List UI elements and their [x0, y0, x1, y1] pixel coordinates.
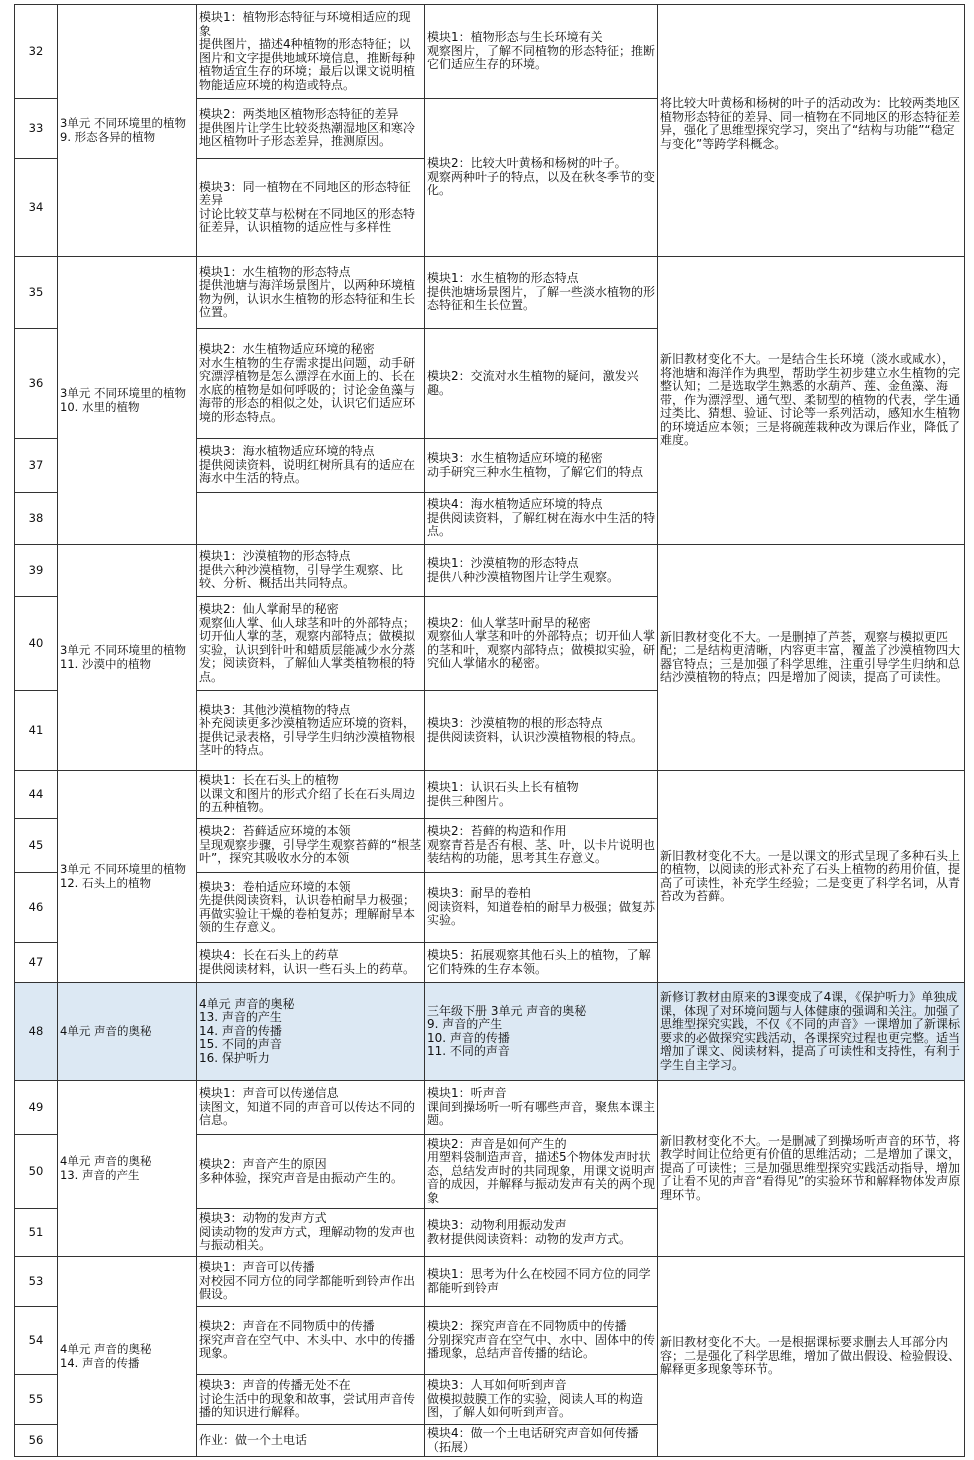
old-textbook-cell: 模块5：拓展观察其他石头上的植物，了解它们特殊的生存本领。: [425, 943, 658, 983]
row-number: 56: [15, 1425, 58, 1457]
old-textbook-cell: 模块1：思考为什么在校园不同方位的同学都能听到铃声: [425, 1257, 658, 1307]
new-textbook-cell: 4单元 声音的奥秘 13. 声音的产生 14. 声音的传播 15. 不同的声音 16. 保护听力: [197, 983, 425, 1081]
new-textbook-cell: 模块2：水生植物适应环境的秘密 对水生植物的生存需求提出问题，动手研究漂浮植物是怎么漂浮在水面上的、长在水底的植物是如何呼吸的；讨论金鱼藻与海带的形态的相似之处，认识它们适应环境的形态特点。: [197, 329, 425, 439]
row-number: 46: [15, 873, 58, 943]
old-textbook-cell: 模块2：苔藓的构造和作用 观察青苔是否有根、茎、叶，以卡片说明也装结构的功能，思考其生存意义。: [425, 819, 658, 873]
new-textbook-cell: 模块2：声音在不同物质中的传播 探究声音在空气中、木头中、水中的传播现象。: [197, 1307, 425, 1375]
old-textbook-cell: 模块2：交流对水生植物的疑问，激发兴趣。: [425, 329, 658, 439]
new-textbook-cell: 模块2：两类地区植物形态特征的差异 提供图片让学生比较炎热潮湿地区和寒冷地区植物叶子形态差异，推测原因。: [197, 99, 425, 159]
row-number: 41: [15, 691, 58, 771]
new-textbook-cell: 模块1：植物形态特征与环境相适应的现象 提供图片，描述4种植物的形态特征；以图片和文字提供地域环境信息，推断每种植物适宜生存的环境；最后以课文说明植物能适应环境的构造或特点。: [197, 5, 425, 99]
new-textbook-cell: 模块3：同一植物在不同地区的形态特征差异 讨论比较艾草与松树在不同地区的形态特征差异，认识植物的适应性与多样性: [197, 159, 425, 257]
row-number: 38: [15, 493, 58, 545]
row-number: 33: [15, 99, 58, 159]
row-number: 35: [15, 257, 58, 329]
old-textbook-cell: 模块1：认识石头上长有植物 提供三种图片。: [425, 771, 658, 819]
old-textbook-cell: 模块2：声音是如何产生的 用塑料袋制造声音，描述5个物体发声时状态，总结发声时的共同现象，用课文说明声音的成因，并解释与振动发声有关的两个现象: [425, 1135, 658, 1209]
new-textbook-cell: 模块3：其他沙漠植物的特点 补充阅读更多沙漠植物适应环境的资料，提供记录表格，引导学生归纳沙漠植物根茎叶的特点。: [197, 691, 425, 771]
old-textbook-cell: 模块2：比较大叶黄杨和杨树的叶子。 观察两种叶子的特点，以及在秋冬季节的变化。: [425, 99, 658, 257]
row-number: 36: [15, 329, 58, 439]
new-textbook-cell: 模块1：声音可以传播 对校园不同方位的同学都能听到铃声作出假设。: [197, 1257, 425, 1307]
new-textbook-cell: 模块1：声音可以传递信息 读图文，知道不同的声音可以传达不同的信息。: [197, 1081, 425, 1135]
new-textbook-cell: 模块3：声音的传播无处不在 讨论生活中的现象和故事，尝试用声音传播的知识进行解释。: [197, 1375, 425, 1425]
row-number: 32: [15, 5, 58, 99]
row-number: 40: [15, 597, 58, 691]
old-textbook-cell: 模块4：做一个土电话研究声音如何传播（拓展）: [425, 1425, 658, 1457]
new-textbook-cell: 模块1：水生植物的形态特点 提供池塘与海洋场景图片，以两种环境植物为例，认识水生植物的形态特征和生长位置。: [197, 257, 425, 329]
table-row-highlighted: [15, 983, 965, 1081]
unit-cell: 3单元 不同环境里的植物 9. 形态各异的植物: [58, 5, 197, 257]
unit-cell: 3单元 不同环境里的植物 10. 水里的植物: [58, 257, 197, 545]
old-textbook-cell: 模块3：沙漠植物的根的形态特点 提供阅读资料，认识沙漠植物根的特点。: [425, 691, 658, 771]
old-textbook-cell: 模块4：海水植物适应环境的特点 提供阅读资料，了解红树在海水中生活的特点。: [425, 493, 658, 545]
change-note-cell: 新旧教材变化不大。一是删减了到操场听声音的环节，将教学时间让位给更有价值的思维活动；二是增加了课文，提高了可读性；三是加强思维型探究实践活动指导，增加了让看不见的声音“看得见”的实验环节和解释物体发声原理环节。: [658, 1081, 965, 1257]
row-number: 34: [15, 159, 58, 257]
row-number: 37: [15, 439, 58, 493]
unit-cell: 4单元 声音的奥秘 14. 声音的传播: [58, 1257, 197, 1457]
old-textbook-cell: 三年级下册 3单元 声音的奥秘 9. 声音的产生 10. 声音的传播 11. 不同的声音: [425, 983, 658, 1081]
unit-cell: 3单元 不同环境里的植物 12. 石头上的植物: [58, 771, 197, 983]
change-note-cell: 将比较大叶黄杨和杨树的叶子的活动改为：比较两类地区植物形态特征的差异、同一植物在不同地区的形态特征差异，强化了思维型探究学习，突出了“结构与功能”“稳定与变化”等跨学科概念。: [658, 5, 965, 257]
row-number: 44: [15, 771, 58, 819]
new-textbook-cell: 模块1：沙漠植物的形态特点 提供六种沙漠植物，引导学生观察、比较、分析、概括出共同特点。: [197, 545, 425, 597]
table-row: [15, 1081, 965, 1135]
table-row: [15, 545, 965, 597]
new-textbook-cell: [197, 493, 425, 545]
old-textbook-cell: 模块1：沙漠植物的形态特点 提供八种沙漠植物图片让学生观察。: [425, 545, 658, 597]
new-textbook-cell: 模块4：长在石头上的药草 提供阅读材料，认识一些石头上的药草。: [197, 943, 425, 983]
old-textbook-cell: 模块3：水生植物适应环境的秘密 动手研究三种水生植物，了解它们的特点: [425, 439, 658, 493]
change-note-cell: 新旧教材变化不大。一是结合生长环境（淡水或咸水），将池塘和海洋作为典型，帮助学生初步建立水生植物的完整认知；二是选取学生熟悉的水葫芦、莲、金鱼藻、海带，作为漂浮型、通气型、柔韧型的植物的代表，学生通过类比、猜想、验证、讨论等一系列活动，感知水生植物的环境适应本领；三是将碗莲栽种改为课后作业，降低了难度。: [658, 257, 965, 545]
row-number: 55: [15, 1375, 58, 1425]
curriculum-comparison-table: [14, 4, 965, 1457]
new-textbook-cell: 模块3：卷柏适应环境的本领 先提供阅读资料，认识卷柏耐旱力极强；再做实验让干燥的卷柏复苏；理解耐旱本领的生存意义。: [197, 873, 425, 943]
row-number: 50: [15, 1135, 58, 1209]
comparison-table-wrapper: [14, 4, 965, 1457]
new-textbook-cell: 模块2：苔藓适应环境的本领 呈现观察步骤，引导学生观察苔藓的“根茎叶”，探究其吸收水分的本领: [197, 819, 425, 873]
old-textbook-cell: 模块1：水生植物的形态特点 提供池塘场景图片，了解一些淡水植物的形态特征和生长位置。: [425, 257, 658, 329]
unit-cell: 4单元 声音的奥秘: [58, 983, 197, 1081]
new-textbook-cell: 模块2：仙人掌耐旱的秘密 观察仙人掌、仙人球茎和叶的外部特点；切开仙人掌的茎，观察内部特点；做模拟实验，认识到针叶和蜡质层能减少水分蒸发；阅读资料，了解仙人掌类植物根的特点。: [197, 597, 425, 691]
old-textbook-cell: 模块2：探究声音在不同物质中的传播 分别探究声音在空气中、水中、固体中的传播现象，总结声音传播的结论。: [425, 1307, 658, 1375]
row-number: 51: [15, 1209, 58, 1257]
old-textbook-cell: 模块3：人耳如何听到声音 做模拟鼓膜工作的实验，阅读人耳的构造图，了解人如何听到声音。: [425, 1375, 658, 1425]
row-number: 49: [15, 1081, 58, 1135]
table-row: [15, 5, 965, 99]
new-textbook-cell: 模块3：动物的发声方式 阅读动物的发声方式，理解动物的发声也与振动相关。: [197, 1209, 425, 1257]
change-note-cell: 新旧教材变化不大。一是以课文的形式呈现了多种石头上的植物，以阅读的形式补充了石头上植物的药用价值，提高了可读性，补充学生经验；二是变更了科学名词，从青苔改为苔藓。: [658, 771, 965, 983]
new-textbook-cell: 作业：做一个土电话: [197, 1425, 425, 1457]
old-textbook-cell: 模块3：动物利用振动发声 教材提供阅读资料：动物的发声方式。: [425, 1209, 658, 1257]
unit-cell: 3单元 不同环境里的植物 11. 沙漠中的植物: [58, 545, 197, 771]
change-note-cell: 新旧教材变化不大。一是根据课标要求删去人耳部分内容；二是强化了科学思维，增加了做出假设、检验假设、解释更多现象等环节。: [658, 1257, 965, 1457]
change-note-cell: 新修订教材由原来的3课变成了4课，《保护听力》单独成课，体现了对环境问题与人体健康的强调和关注。加强了思维型探究实践，不仅《不同的声音》一课增加了新课标要求的必做探究实践活动，各课探究过程也更完整。适当增加了课文、阅读材料，提高了可读性和支持性，有利于学生自主学习。: [658, 983, 965, 1081]
old-textbook-cell: 模块3：耐旱的卷柏 阅读资料，知道卷柏的耐旱力极强；做复苏实验。: [425, 873, 658, 943]
change-note-cell: 新旧教材变化不大。一是删掉了芦荟，观察与模拟更匹配；二是结构更清晰，内容更丰富，覆盖了沙漠植物四大器官特点；三是加强了科学思维，注重引导学生归纳和总结沙漠植物的特点；四是增加了阅读，提高了可读性。: [658, 545, 965, 771]
row-number: 39: [15, 545, 58, 597]
old-textbook-cell: 模块1：植物形态与生长环境有关 观察图片，了解不同植物的形态特征；推断它们适应生存的环境。: [425, 5, 658, 99]
row-number: 54: [15, 1307, 58, 1375]
row-number: 53: [15, 1257, 58, 1307]
row-number: 45: [15, 819, 58, 873]
table-row: [15, 771, 965, 819]
row-number: 48: [15, 983, 58, 1081]
old-textbook-cell: 模块2：仙人掌茎叶耐旱的秘密 观察仙人掌茎和叶的外部特点；切开仙人掌的茎和叶，观察内部特点；做模拟实验，研究仙人掌储水的秘密。: [425, 597, 658, 691]
row-number: 47: [15, 943, 58, 983]
new-textbook-cell: 模块3：海水植物适应环境的特点 提供阅读资料，说明红树所具有的适应在海水中生活的特点。: [197, 439, 425, 493]
table-row: [15, 1257, 965, 1307]
unit-cell: 4单元 声音的奥秘 13. 声音的产生: [58, 1081, 197, 1257]
table-row: [15, 257, 965, 329]
new-textbook-cell: 模块2：声音产生的原因 多种体验，探究声音是由振动产生的。: [197, 1135, 425, 1209]
old-textbook-cell: 模块1：听声音 课间到操场听一听有哪些声音，聚焦本课主题。: [425, 1081, 658, 1135]
new-textbook-cell: 模块1：长在石头上的植物 以课文和图片的形式介绍了长在石头周边的五种植物。: [197, 771, 425, 819]
